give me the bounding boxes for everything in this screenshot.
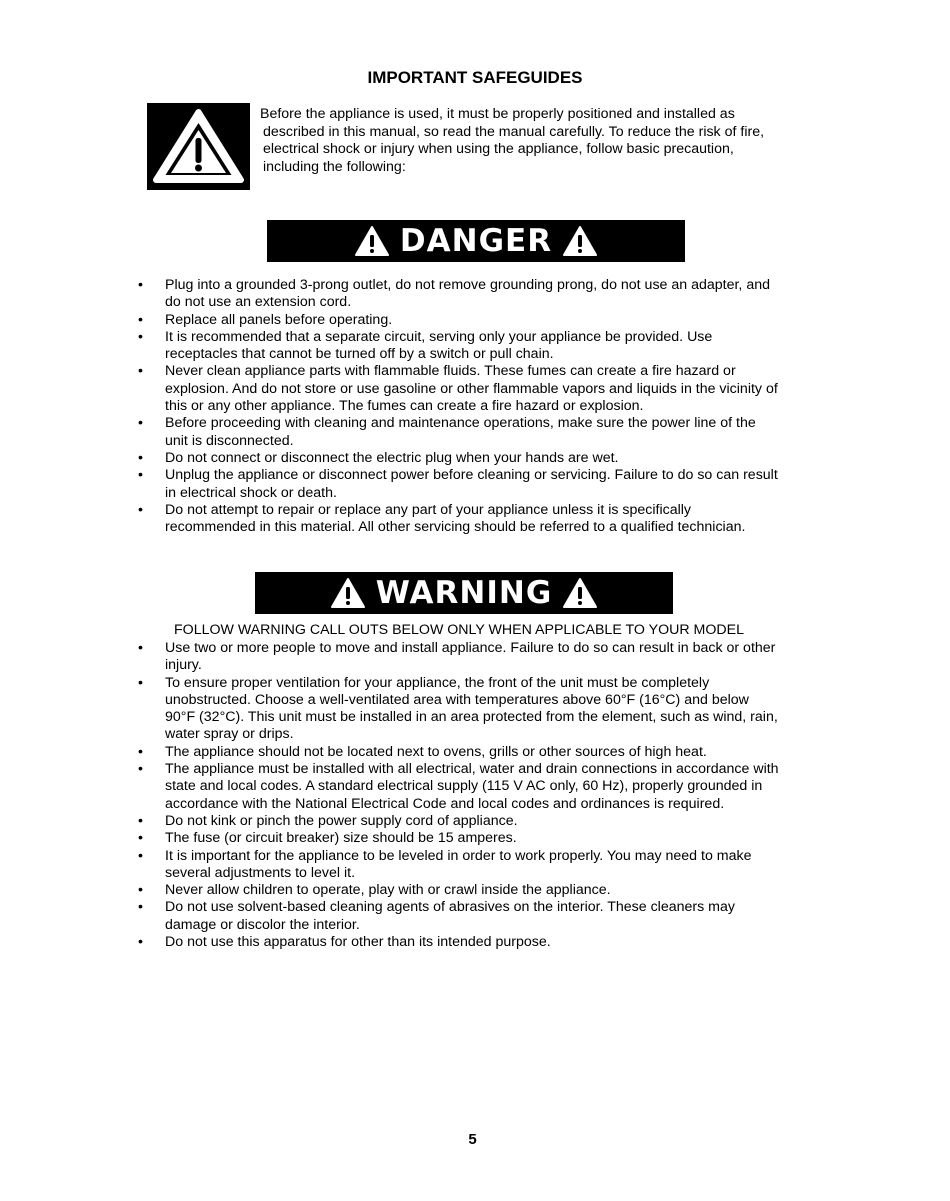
- bullet-icon: •: [138, 812, 143, 829]
- list-item-text: unobstructed. Choose a well-ventilated area with temperatures above 60°F (16°C) and below: [165, 691, 749, 708]
- warning-triangle-icon: [330, 577, 366, 609]
- list-item-text: To ensure proper ventilation for your appliance, the front of the unit must be completely: [165, 674, 710, 691]
- danger-banner: [267, 220, 685, 262]
- bullet-icon: •: [138, 882, 143, 899]
- list-item-text: this or any other appliance. The fumes can create a fire hazard or explosion.: [165, 398, 644, 415]
- intro-line: Before the appliance is used, it must be properly positioned and installed as: [260, 106, 735, 122]
- list-item: [135, 813, 815, 830]
- list-item: [135, 329, 815, 364]
- list-item-text: Unplug the appliance or disconnect power before cleaning or servicing. Failure to do so can result: [165, 467, 778, 484]
- bullet-icon: •: [138, 830, 143, 847]
- list-item: [135, 761, 815, 813]
- bullet-icon: •: [138, 761, 143, 778]
- bullet-icon: •: [138, 743, 143, 760]
- list-item-text: Use two or more people to move and install appliance. Failure to do so can result in back or other: [165, 640, 776, 656]
- warning-triangle-icon: [562, 225, 598, 257]
- warning-triangle-icon: [354, 225, 390, 257]
- list-item: [135, 363, 815, 415]
- warning-triangle-icon: [147, 103, 250, 190]
- list-item-text: The appliance must be installed with all electrical, water and drain connections in accordance with: [165, 761, 779, 778]
- danger-label: DANGER: [399, 223, 553, 259]
- list-item-text: The fuse (or circuit breaker) size should be 15 amperes.: [165, 830, 517, 847]
- warning-triangle-icon: [562, 577, 598, 609]
- warning-label: WARNING: [375, 575, 553, 611]
- list-item: [135, 415, 815, 450]
- list-item: [135, 467, 815, 502]
- list-item-text: injury.: [165, 657, 202, 674]
- bullet-icon: •: [138, 501, 143, 518]
- bullet-icon: •: [138, 934, 143, 951]
- list-item-text: It is recommended that a separate circuit, serving only your appliance be provided. Use: [165, 328, 713, 345]
- list-item-text: Replace all panels before operating.: [165, 311, 393, 328]
- bullet-icon: •: [138, 467, 143, 484]
- bullet-icon: •: [138, 449, 143, 466]
- list-item: [135, 450, 815, 467]
- list-item-text: Plug into a grounded 3-prong outlet, do not remove grounding prong, do not use an adapter, and: [165, 277, 770, 293]
- list-item: [135, 899, 815, 934]
- warning-note: FOLLOW WARNING CALL OUTS BELOW ONLY WHEN APPLICABLE TO YOUR MODEL: [174, 622, 744, 638]
- intro-line: described in this manual, so read the manual carefully. To reduce the risk of fire,: [263, 123, 765, 140]
- list-item: [135, 277, 815, 312]
- list-item-text: Do not connect or disconnect the electric plug when your hands are wet.: [165, 449, 619, 466]
- page-number: 5: [468, 1131, 477, 1148]
- list-item: [135, 830, 815, 847]
- list-item: [135, 675, 815, 744]
- list-item: [135, 848, 815, 883]
- list-item-text: Do not attempt to repair or replace any part of your appliance unless it is specifically: [165, 501, 691, 518]
- bullet-icon: •: [138, 847, 143, 864]
- list-item-text: The appliance should not be located next to ovens, grills or other sources of high heat.: [165, 743, 707, 760]
- bullet-icon: •: [138, 899, 143, 916]
- bullet-icon: •: [138, 311, 143, 328]
- list-item-text: do not use an extension cord.: [165, 294, 352, 311]
- list-item-text: explosion. And do not store or use gasoline or other flammable vapors and liquids in the vicinity of: [165, 380, 778, 397]
- list-item-text: water spray or drips.: [165, 726, 294, 743]
- bullet-icon: •: [138, 277, 143, 293]
- page-title: IMPORTANT SAFEGUIDES: [367, 68, 583, 87]
- intro-paragraph: [260, 106, 800, 176]
- danger-list: [135, 277, 815, 536]
- list-item: [135, 502, 815, 537]
- bullet-icon: •: [138, 363, 143, 380]
- list-item-text: accordance with the National Electrical Code and local codes and ordinances is required.: [165, 795, 725, 812]
- warning-list: [135, 640, 815, 951]
- bullet-icon: •: [138, 640, 143, 656]
- list-item: [135, 934, 815, 951]
- list-item: [135, 312, 815, 329]
- list-item-text: Never allow children to operate, play with or crawl inside the appliance.: [165, 882, 611, 899]
- bullet-icon: •: [138, 415, 143, 432]
- bullet-icon: •: [138, 328, 143, 345]
- intro-line: electrical shock or injury when using the appliance, follow basic precaution,: [263, 141, 734, 157]
- list-item-text: Never clean appliance parts with flammable fluids. These fumes can create a fire hazard or: [165, 363, 736, 380]
- list-item-text: Do not kink or pinch the power supply cord of appliance.: [165, 812, 518, 829]
- list-item-text: several adjustments to level it.: [165, 864, 356, 881]
- list-item-text: Before proceeding with cleaning and maintenance operations, make sure the power line of the: [165, 415, 756, 432]
- list-item-text: damage or discolor the interior.: [165, 916, 360, 933]
- list-item-text: in electrical shock or death.: [165, 484, 337, 501]
- bullet-icon: •: [138, 674, 143, 691]
- intro-line: including the following:: [263, 158, 406, 175]
- list-item-text: state and local codes. A standard electrical supply (115 V AC only, 60 Hz), properly grounded in: [165, 778, 763, 795]
- list-item: [135, 640, 815, 675]
- list-item: [135, 744, 815, 761]
- warning-banner: [255, 572, 673, 614]
- list-item-text: Do not use this apparatus for other than its intended purpose.: [165, 934, 551, 951]
- list-item: [135, 882, 815, 899]
- list-item-text: recommended in this material. All other servicing should be referred to a qualified technician.: [165, 519, 746, 536]
- list-item-text: receptacles that cannot be turned off by a switch or pull chain.: [165, 346, 554, 363]
- list-item-text: 90°F (32°C). This unit must be installed in an area protected from the element, such as wind, rain,: [165, 709, 778, 726]
- list-item-text: It is important for the appliance to be leveled in order to work properly. You may need to make: [165, 847, 752, 864]
- list-item-text: Do not use solvent-based cleaning agents of abrasives on the interior. These cleaners may: [165, 899, 735, 916]
- list-item-text: unit is disconnected.: [165, 432, 294, 449]
